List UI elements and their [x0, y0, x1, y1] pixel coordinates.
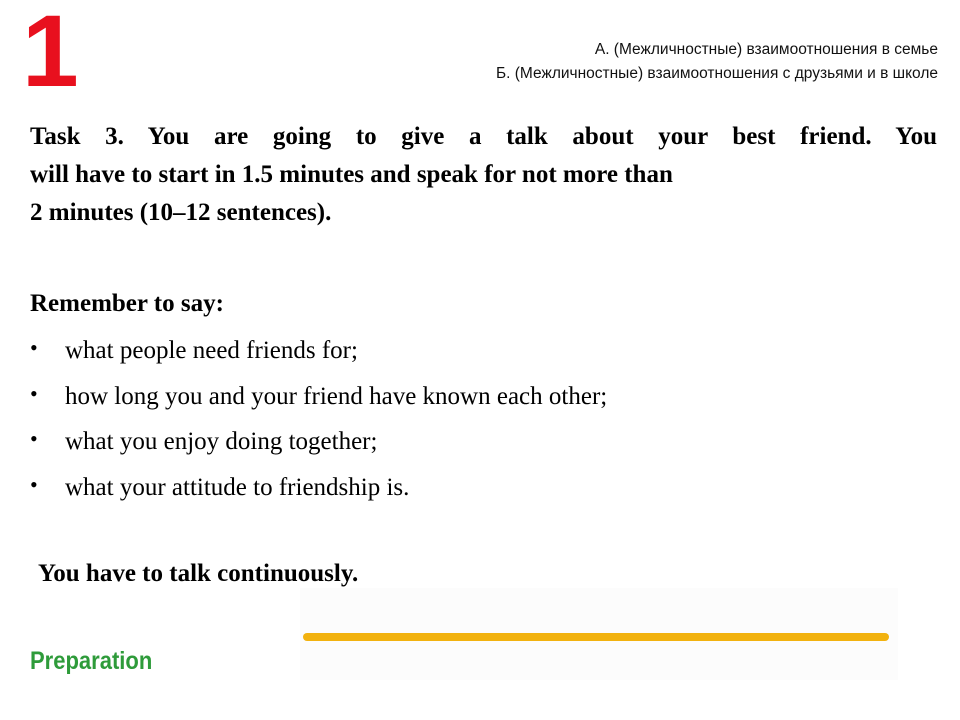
list-item [30, 470, 607, 516]
list-item [30, 424, 607, 470]
bullet-icon: • [30, 335, 38, 360]
list-item [30, 333, 607, 379]
task-line-2: will have to start in 1.5 minutes and speak for not more than [30, 161, 673, 188]
task-line-3: 2 minutes (10–12 sentences). [30, 199, 332, 226]
points-list [30, 333, 607, 515]
preparation-timer-panel [300, 588, 898, 680]
preparation-label: Preparation [30, 647, 153, 675]
preparation-progress-bar [303, 633, 889, 641]
bullet-icon: • [30, 380, 38, 406]
slide-number: 1 [22, 0, 77, 108]
task-line-1: Task 3. You are going to give a talk about your best friend. You [30, 123, 937, 150]
remember-title: Remember to say: [30, 290, 224, 317]
preparation-progress-track [303, 633, 889, 641]
bullet-icon: • [30, 426, 38, 451]
point-text: what your attitude to friendship is. [65, 473, 410, 501]
task-instructions [30, 118, 937, 232]
point-text: what you enjoy doing together; [65, 428, 378, 455]
topic-line-a: А. (Межличностные) взаимоотношения в семье [594, 41, 938, 58]
point-text: how long you and your friend have known each other; [65, 382, 608, 410]
continuous-note: You have to talk continuously. [38, 560, 359, 587]
topic-line-b: Б. (Межличностные) взаимоотношения с друзьями и в школе [495, 65, 938, 82]
list-item [30, 379, 607, 425]
point-text: what people need friends for; [65, 337, 358, 364]
bullet-icon: • [30, 471, 38, 497]
topic-heading [496, 38, 938, 86]
